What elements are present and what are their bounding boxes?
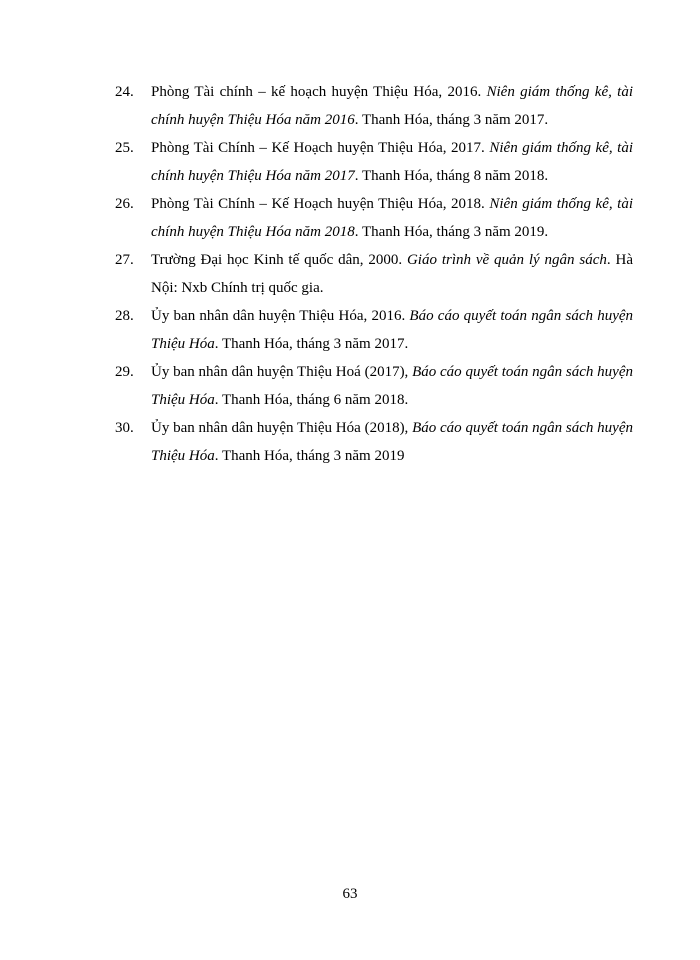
reference-number: 24. [115,84,134,100]
reference-author: Ủy ban nhân dân huyện Thiệu Hóa (2018), [151,420,413,436]
reference-author: Ủy ban nhân dân huyện Thiệu Hóa, 2016. [151,308,410,324]
reference-publication: . Thanh Hóa, tháng 3 năm 2017. [214,336,409,352]
reference-text [151,134,633,190]
reference-item-29 [115,358,633,414]
reference-author: Ủy ban nhân dân huyện Thiệu Hoá (2017), [151,364,413,380]
reference-title: Báo cáo quyết toán ngân sách huyện Thiệu Hóa [151,364,634,408]
reference-title: Niên giám thống kê, tài chính huyện Thiệu Hóa năm 2017 [151,140,634,184]
reference-number: 29. [115,364,134,380]
reference-title: Niên giám thống kê, tài chính huyện Thiệu Hóa năm 2018 [151,196,634,240]
reference-publication: . Thanh Hóa, tháng 3 năm 2017. [354,112,549,128]
reference-item-26 [115,190,633,246]
reference-item-25 [115,134,633,190]
reference-publication: . Hà Nội: Nxb Chính trị quốc gia. [151,252,633,296]
reference-publication: . Thanh Hóa, tháng 3 năm 2019. [354,224,549,240]
reference-number: 26. [115,196,134,212]
reference-number: 25. [115,140,134,156]
reference-item-30 [115,414,633,470]
reference-author: Phòng Tài Chính – Kế Hoạch huyện Thiệu Hóa, 2017. [151,140,490,156]
reference-publication: . Thanh Hóa, tháng 3 năm 2019 [214,448,405,464]
reference-text [151,190,633,246]
reference-text [151,358,633,414]
reference-title: Giáo trình về quản lý ngân sách [406,252,607,268]
page-number: 63 [342,886,358,902]
reference-author: Phòng Tài Chính – Kế Hoạch huyện Thiệu Hóa, 2018. [151,196,490,212]
reference-list [115,78,633,470]
reference-item-24 [115,78,633,134]
reference-item-28 [115,302,633,358]
reference-number: 27. [115,252,134,268]
reference-text [151,246,633,302]
reference-title: Báo cáo quyết toán ngân sách huyện Thiệu Hóa [151,420,634,464]
reference-title: Báo cáo quyết toán ngân sách huyện Thiệu Hóa [151,308,634,352]
reference-text [151,78,633,134]
reference-number: 30. [115,420,134,436]
reference-number: 28. [115,308,134,324]
reference-author: Phòng Tài chính – kế hoạch huyện Thiệu Hóa, 2016. [151,84,487,100]
reference-title: Niên giám thống kê, tài chính huyện Thiệu Hóa năm 2016 [151,84,633,128]
reference-text [151,414,633,470]
reference-author: Trường Đại học Kinh tế quốc dân, 2000. [151,252,407,268]
reference-text [151,302,633,358]
reference-publication: . Thanh Hóa, tháng 8 năm 2018. [354,168,549,184]
reference-publication: . Thanh Hóa, tháng 6 năm 2018. [214,392,409,408]
reference-item-27 [115,246,633,302]
